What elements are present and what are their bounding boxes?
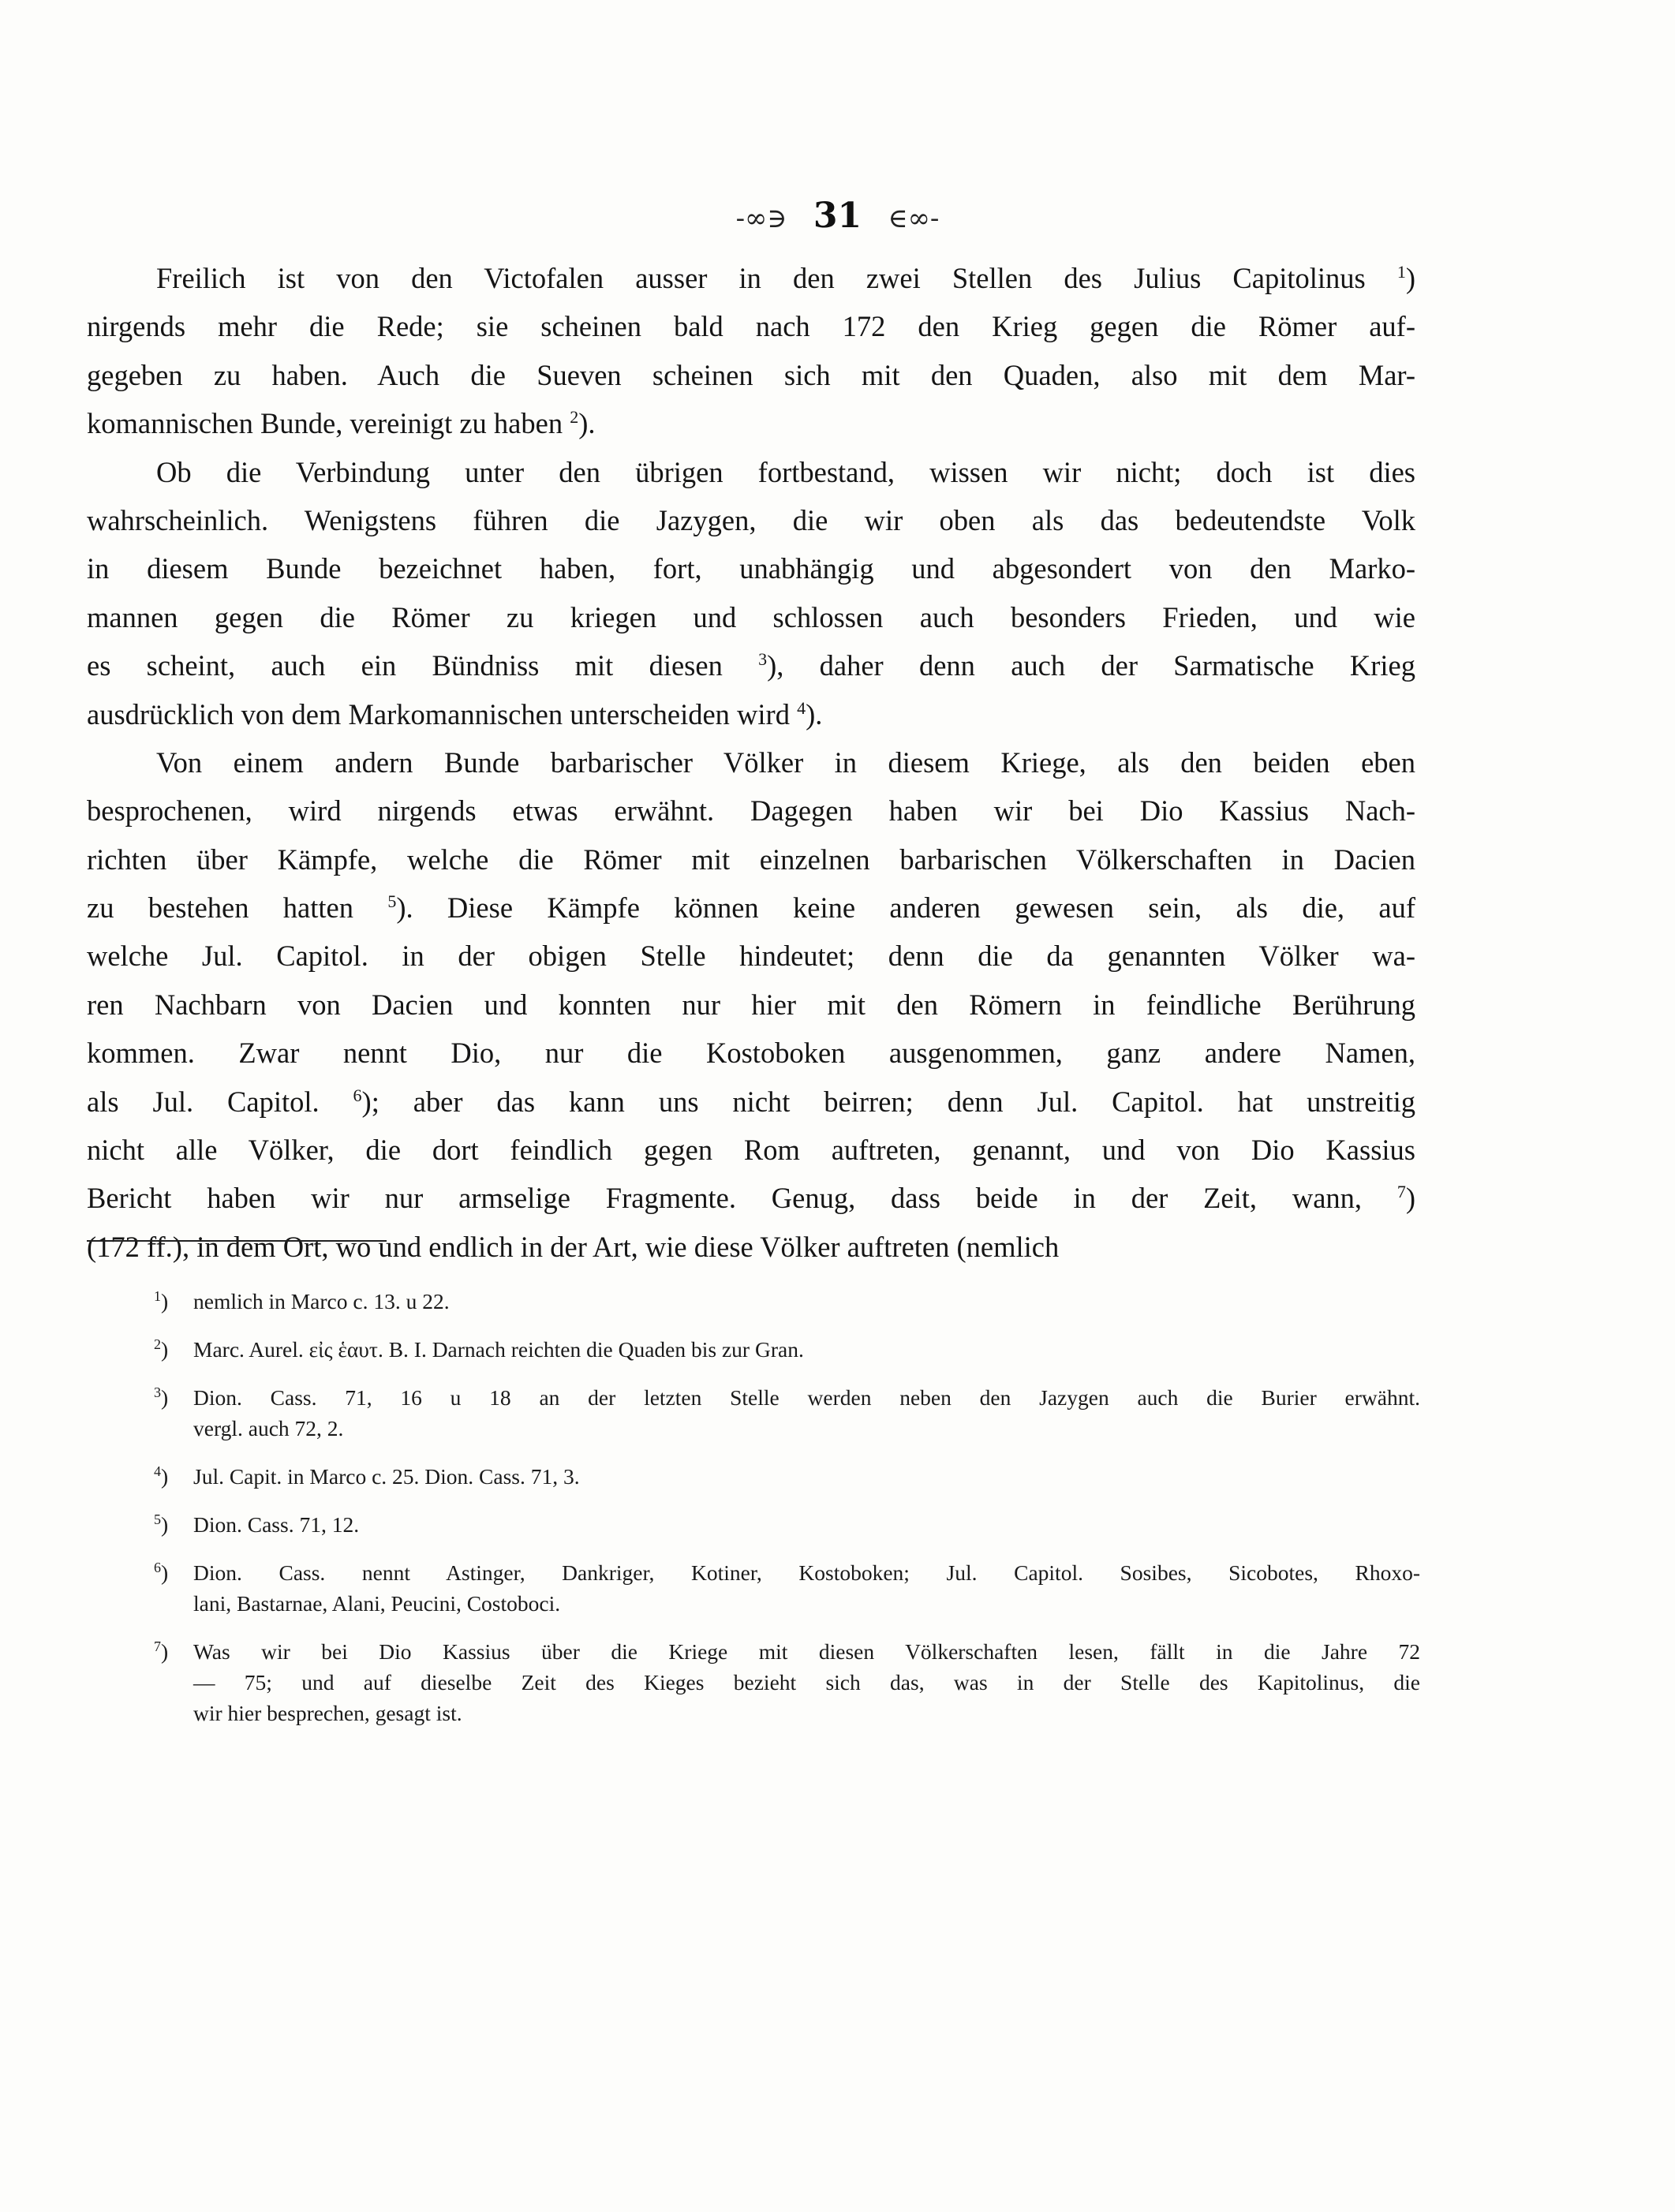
footnote-number-value: 2	[154, 1336, 161, 1352]
text-segment: kommen. Zwar nennt Dio, nur die Kostoboken ausgenommen, ganz andere Namen,	[87, 1037, 1415, 1070]
text-segment: Freilich ist von den Victofalen ausser in den zwei Stellen des Julius Capitolinus	[156, 262, 1397, 294]
footnote-ref: 2	[570, 407, 579, 428]
text-segment: welche Jul. Capitol. in der obigen Stelle hindeutet; denn die da genannten Völker wa-	[87, 940, 1415, 973]
text-segment: (172 ff.), in dem Ort, wo und endlich in der Art, wie diese Völker auftreten (nemlich	[87, 1230, 1060, 1263]
footnote-ref: 7	[1396, 1182, 1406, 1202]
footnote	[154, 1461, 1420, 1492]
text-line	[87, 1078, 1415, 1126]
text-line	[87, 399, 1415, 447]
text-segment: ren Nachbarn von Dacien und konnten nur hier mit den Römern in feindliche Berührung	[87, 988, 1415, 1021]
text-line	[87, 302, 1415, 350]
footnote-ref: 3	[758, 648, 768, 669]
footnote-number: $^5$)	[154, 1511, 169, 1537]
text-segment: zu bestehen hatten	[87, 891, 388, 925]
footnote-line: Jul. Capit. in Marco c. 25. Dion. Cass. 71, 3.	[193, 1464, 580, 1489]
footnote-number: $^6$)	[154, 1559, 169, 1585]
footnote-number-value: 1	[154, 1287, 161, 1304]
footnote-number: $^3$)	[154, 1384, 169, 1410]
text-segment: ), daher denn auch der Sarmatische Krieg	[767, 649, 1415, 682]
text-segment: wahrscheinlich. Wenigstens führen die Jazygen, die wir oben als das bedeutendste Volk	[87, 503, 1415, 536]
text-line	[87, 351, 1415, 399]
text-line	[87, 690, 1415, 738]
text-segment: Bericht haben wir nur armselige Fragmente. Genug, dass beide in der Zeit, wann,	[87, 1182, 1397, 1215]
footnote-line: — 75; und auf dieselbe Zeit des Kieges bezieht sich das, was in der Stelle des Kapitolinus, die	[193, 1670, 1420, 1694]
text-line	[87, 593, 1415, 641]
right-ornament-icon: ∈∞-	[888, 203, 940, 234]
text-segment: ).	[578, 407, 596, 440]
footnote-line: Dion. Cass. 71, 16 u 18 an der letzten Stelle werden neben den Jazygen auch die Burier erwähnt.	[193, 1385, 1420, 1410]
footnote-number: $^7$)	[154, 1638, 169, 1664]
footnote-number: $^1$)	[154, 1287, 169, 1313]
text-line	[87, 884, 1415, 932]
footnote-divider	[87, 1240, 387, 1242]
text-segment: komannischen Bunde, vereinigt zu haben	[87, 407, 570, 440]
footnote-ref: 6	[353, 1085, 362, 1105]
footnote	[154, 1286, 1420, 1317]
page-header	[0, 196, 1675, 236]
text-segment: ).	[806, 697, 823, 730]
text-segment: ). Diese Kämpfe können keine anderen gewesen sein, als die, auf	[396, 891, 1415, 925]
footnote	[154, 1509, 1420, 1540]
text-line	[87, 496, 1415, 544]
footnote-line: lani, Bastarnae, Alani, Peucini, Costoboci.	[193, 1591, 561, 1616]
text-segment: ); aber das kann uns nicht beirren; denn Jul. Capitol. hat unstreitig	[361, 1085, 1415, 1118]
footnote-number-value: 4	[154, 1463, 161, 1479]
main-text	[87, 254, 1415, 1271]
footnote-line: wir hier besprechen, gesagt ist.	[193, 1701, 462, 1725]
footnote	[154, 1557, 1420, 1619]
text-segment: als Jul. Capitol.	[87, 1085, 353, 1118]
text-segment: ausdrücklich von dem Markomannischen unterscheiden wird	[87, 697, 798, 730]
text-line	[87, 787, 1415, 835]
text-segment: nicht alle Völker, die dort feindlich gegen Rom auftreten, genannt, und von Dio Kassius	[87, 1134, 1415, 1167]
footnote-ref: 5	[387, 891, 397, 911]
text-line	[87, 254, 1415, 302]
footnote-line: vergl. auch 72, 2.	[193, 1416, 344, 1440]
text-segment: Von einem andern Bunde barbarischer Völker in diesem Kriege, als den beiden eben	[156, 745, 1415, 779]
footnote-number: $^2$)	[154, 1336, 169, 1362]
footnote-number: $^4$)	[154, 1463, 169, 1489]
footnote	[154, 1382, 1420, 1444]
text-line	[87, 641, 1415, 689]
footnote-line: Was wir bei Dio Kassius über die Kriege mit diesen Völkerschaften lesen, fällt in die Jahre 72	[193, 1639, 1420, 1664]
footnote-line: Dion. Cass. nennt Astinger, Dankriger, Kotiner, Kostoboken; Jul. Capitol. Sosibes, Sicobotes, Rhoxo-	[193, 1560, 1420, 1585]
text-line	[87, 1029, 1415, 1077]
footnote-line: Dion. Cass. 71, 12.	[193, 1512, 360, 1537]
text-line	[87, 448, 1415, 496]
footnote	[154, 1334, 1420, 1365]
text-line	[87, 932, 1415, 980]
text-segment: es scheint, auch ein Bündniss mit diesen	[87, 649, 759, 682]
paragraph	[87, 738, 1415, 1271]
text-segment: Ob die Verbindung unter den übrigen fortbestand, wissen wir nicht; doch ist dies	[156, 455, 1415, 488]
text-line	[87, 981, 1415, 1029]
text-line	[87, 544, 1415, 592]
text-line	[87, 738, 1415, 787]
text-segment: richten über Kämpfe, welche die Römer mit einzelnen barbarischen Völkerschaften in Dacien	[87, 843, 1415, 876]
footnote-number-value: 6	[154, 1559, 161, 1575]
footnote-ref: 4	[797, 697, 806, 718]
footnote-line: Marc. Aurel. εἰς ἑαυτ. B. I. Darnach reichten die Quaden bis zur Gran.	[193, 1337, 804, 1362]
text-segment: mannen gegen die Römer zu kriegen und schlossen auch besonders Frieden, und wie	[87, 600, 1415, 633]
page-number: 31	[813, 196, 862, 236]
footnote-number-value: 5	[154, 1511, 161, 1527]
text-segment: nirgends mehr die Rede; sie scheinen bald nach 172 den Krieg gegen die Römer auf-	[87, 310, 1415, 343]
text-segment: )	[1405, 262, 1415, 294]
footnote-number-value: 7	[154, 1638, 161, 1654]
text-segment: in diesem Bunde bezeichnet haben, fort, unabhängig und abgesondert von den Marko-	[87, 552, 1415, 585]
text-line	[87, 1126, 1415, 1174]
footnote-number-value: 3	[154, 1384, 161, 1400]
paragraph	[87, 254, 1415, 448]
left-ornament-icon: -∞∋	[735, 203, 787, 234]
footnote-line: nemlich in Marco c. 13. u 22.	[193, 1289, 450, 1313]
footnotes	[154, 1286, 1420, 1746]
text-segment: gegeben zu haben. Auch die Sueven scheinen sich mit den Quaden, also mit dem Mar-	[87, 358, 1415, 391]
text-line	[87, 1174, 1415, 1222]
footnote	[154, 1636, 1420, 1728]
footnote-ref: 1	[1396, 261, 1406, 282]
paragraph	[87, 448, 1415, 738]
text-line	[87, 1223, 1415, 1271]
text-line	[87, 835, 1415, 884]
text-segment: )	[1405, 1182, 1415, 1215]
text-segment: besprochenen, wird nirgends etwas erwähnt. Dagegen haben wir bei Dio Kassius Nach-	[87, 794, 1415, 828]
